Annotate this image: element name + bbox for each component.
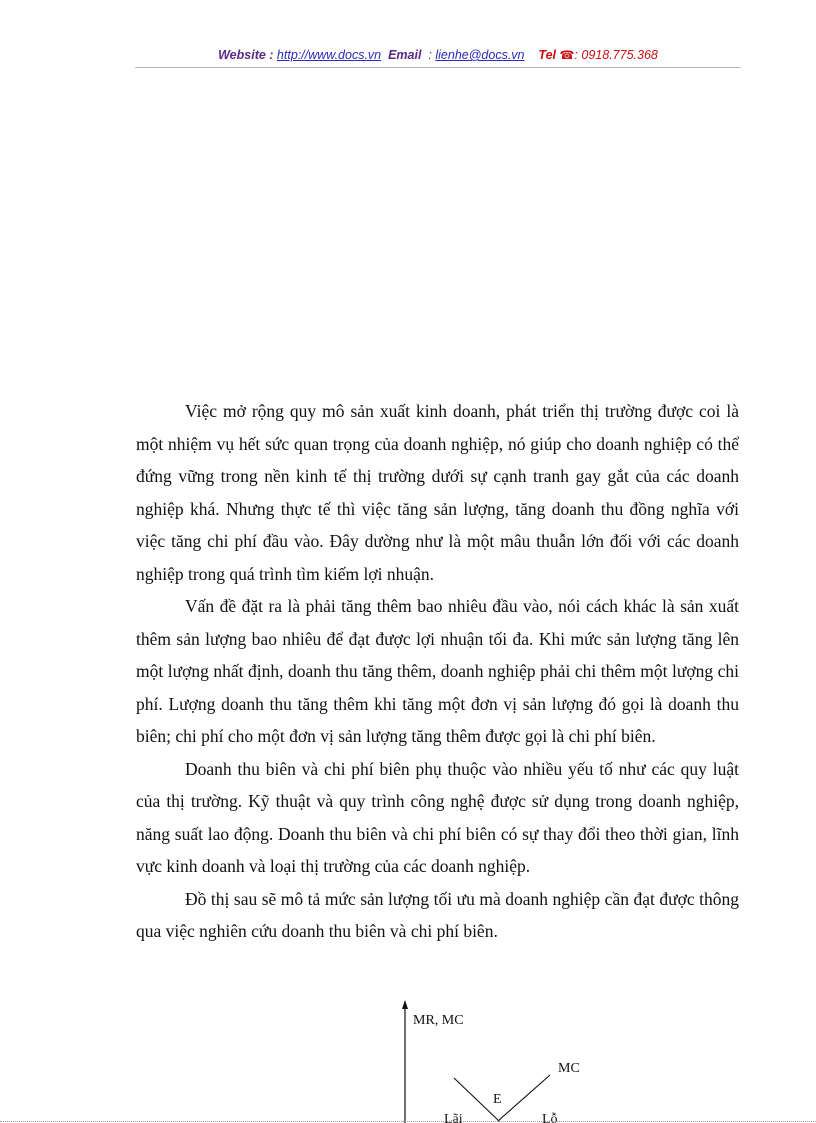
diagram-svg — [380, 1000, 610, 1123]
paragraph-1: Việc mở rộng quy mô sản xuất kinh doanh, phát triển thị trường được coi là một nhiệm vụ hết sức quan trọng của doanh nghiệp, nó giúp cho doanh nghiệp có thể đứng vững trong nền kinh tế thị trường dưới sự cạnh tranh gay gắt của các doanh nghiệp khá. Nhưng thực tế thì việc tăng sản lượng, tăng doanh thu đồng nghĩa với việc tăng chi phí đầu vào. Đây dường như là một mâu thuẫn lớn đối với các doanh nghiệp trong quá trình tìm kiếm lợi nhuận. — [136, 401, 739, 584]
loss-label: Lỗ — [542, 1112, 558, 1123]
paragraph-2: Vấn đề đặt ra là phải tăng thêm bao nhiêu đầu vào, nói cách khác là sản xuất thêm sản lượng bao nhiêu để đạt được lợi nhuận tối đa. Khi mức sản lượng tăng lên một lượng nhất định, doanh thu tăng thêm, doanh nghiệp phải chi thêm một lượng chi phí. Lượng doanh thu tăng thêm khi tăng một đơn vị sản lượng đó gọi là doanh thu biên; chi phí cho một đơn vị sản lượng tăng thêm được gọi là chi phí biên. — [136, 596, 739, 746]
tel-label: Tel — [538, 48, 557, 62]
header-divider — [135, 67, 741, 68]
website-label: Website : — [218, 48, 277, 62]
email-link[interactable]: lienhe@docs.vn — [435, 48, 525, 62]
equilibrium-label: E — [493, 1092, 502, 1107]
paragraph-3: Doanh thu biên và chi phí biên phụ thuộc vào nhiều yếu tố như các quy luật của thị trường. Kỹ thuật và quy trình công nghệ được sử dụng trong doanh nghiệp, năng suất lao động. Doanh thu biên và chi phí biên có sự thay đổi theo thời gian, lĩnh vực kinh doanh và loại thị trường của các doanh nghiệp. — [136, 758, 739, 876]
document-body — [136, 395, 739, 948]
website-link[interactable]: http://www.docs.vn — [276, 48, 382, 62]
mc-label: MC — [558, 1061, 580, 1076]
page-header — [135, 48, 741, 66]
email-label: Email — [388, 48, 422, 62]
y-axis-arrow — [402, 1000, 408, 1009]
y-axis-label: MR, MC — [413, 1013, 464, 1028]
page-bottom-edge — [0, 1121, 816, 1122]
phone-number: : 0918.775.368 — [574, 48, 658, 62]
paragraph-4: Đồ thị sau sẽ mô tả mức sản lượng tối ưu mà doanh nghiệp cần đạt được thông qua việc nghiên cứu doanh thu biên và chi phí biên. — [136, 888, 739, 941]
mr-mc-diagram — [380, 1000, 610, 1123]
phone-icon: ☎ — [559, 48, 575, 62]
email-separator: : — [424, 48, 436, 62]
profit-label: Lãi — [444, 1112, 463, 1123]
